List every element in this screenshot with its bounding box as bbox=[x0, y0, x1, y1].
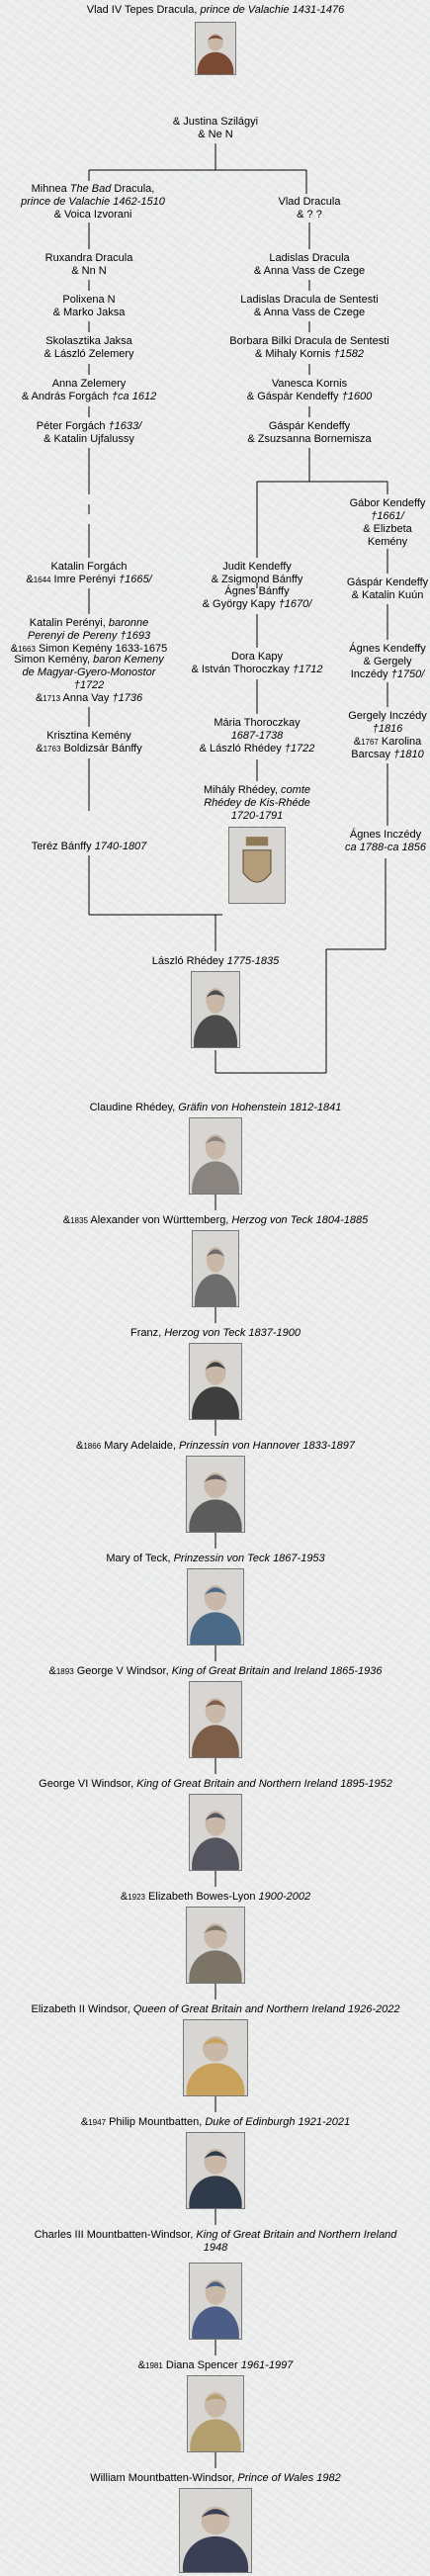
portrait-diana bbox=[187, 2375, 244, 2452]
text-segment: Queen of Great Britain and Northern Ireland 1926-2022 bbox=[132, 2003, 400, 2015]
person-text-line bbox=[183, 585, 331, 598]
person-agnes-banffy bbox=[183, 585, 331, 611]
text-segment: & Anna Vass de Czege bbox=[253, 265, 366, 277]
person-text-line bbox=[8, 1553, 423, 1565]
text-segment: & László Zelemery bbox=[43, 348, 134, 360]
person-text-line bbox=[183, 664, 331, 676]
person-katalin-forgach bbox=[5, 561, 173, 586]
text-segment: Gáspár Kendeffy bbox=[268, 420, 351, 432]
person-text-line bbox=[5, 574, 173, 586]
text-segment: & bbox=[353, 736, 362, 748]
person-text-line bbox=[107, 116, 324, 129]
portrait-vlad4 bbox=[195, 22, 236, 75]
text-segment: Karolina bbox=[378, 736, 422, 748]
person-anna-zelemery bbox=[0, 378, 183, 403]
text-segment: Gáspár Kendeffy bbox=[346, 577, 429, 588]
person-text-line bbox=[15, 335, 163, 348]
person-text-line bbox=[343, 656, 430, 668]
text-segment: †1633/ bbox=[108, 420, 142, 432]
person-text-line bbox=[183, 743, 331, 755]
person-text-line bbox=[343, 577, 430, 589]
person-william bbox=[8, 2472, 423, 2485]
text-segment: Dracula, bbox=[111, 183, 155, 195]
text-segment: Elizabeth Bowes-Lyon bbox=[144, 1891, 259, 1903]
text-segment: & Katalin Kuún bbox=[351, 589, 424, 601]
text-segment: †1712 bbox=[292, 664, 323, 675]
person-ladislas1 bbox=[220, 252, 398, 278]
text-segment: Perenyi de Pereny †1693 bbox=[27, 630, 151, 642]
text-segment: baron Kemeny bbox=[93, 654, 164, 666]
person-text-line bbox=[8, 2242, 423, 2255]
portrait-george5 bbox=[189, 1681, 242, 1758]
text-segment: & Nn N bbox=[71, 265, 107, 277]
text-segment: Ágnes Kendeffy bbox=[349, 643, 426, 655]
text-segment: 1947 bbox=[88, 2118, 107, 2127]
text-segment: 1720-1791 bbox=[230, 810, 284, 822]
person-gabor-kendeffy bbox=[343, 497, 430, 549]
person-text-line bbox=[206, 294, 413, 307]
person-maria-thoroczkay bbox=[183, 717, 331, 755]
text-segment: Péter Forgách bbox=[36, 420, 109, 432]
person-text-line bbox=[341, 736, 430, 749]
person-text-line bbox=[206, 307, 413, 319]
text-segment: Kemény bbox=[367, 536, 408, 548]
text-segment: Vanesca Kornis bbox=[271, 378, 348, 390]
portrait-alexander bbox=[192, 1230, 239, 1307]
person-text-line bbox=[235, 209, 384, 222]
person-judit bbox=[188, 561, 326, 586]
text-segment: Teréz Bánffy bbox=[31, 841, 95, 852]
text-segment: Borbara Bilki Dracula de Sentesti bbox=[229, 335, 389, 347]
person-gaspar-kendeffy bbox=[211, 420, 408, 446]
text-segment: & bbox=[48, 1665, 56, 1677]
person-diana bbox=[8, 2359, 423, 2372]
person-text-line bbox=[5, 679, 173, 692]
person-text-line bbox=[8, 2229, 423, 2242]
person-text-line bbox=[331, 842, 430, 854]
text-segment: William Mountbatten-Windsor, bbox=[90, 2472, 238, 2484]
text-segment: & Gáspár Kendeffy bbox=[246, 391, 342, 402]
text-segment: Anna Zelemery bbox=[51, 378, 127, 390]
text-segment: King of Great Britain and Northern Ireland bbox=[196, 2229, 397, 2241]
person-text-line bbox=[0, 378, 183, 391]
text-segment: Mihnea bbox=[31, 183, 70, 195]
text-segment: †1750/ bbox=[390, 668, 425, 680]
text-segment: Dora Kapy bbox=[231, 651, 283, 663]
person-text-line bbox=[15, 294, 163, 307]
person-mary-adelaide bbox=[8, 1440, 423, 1453]
person-text-line bbox=[107, 955, 324, 968]
text-segment: Inczédy bbox=[350, 668, 391, 680]
text-segment: 1740-1807 bbox=[94, 841, 147, 852]
text-segment: Anna Vay bbox=[60, 692, 113, 704]
person-text-line bbox=[341, 723, 430, 736]
person-borbara bbox=[196, 335, 423, 361]
text-segment: Ágnes Bánffy bbox=[224, 585, 290, 597]
text-segment: Ruxandra Dracula bbox=[44, 252, 133, 264]
text-segment: & Zsuzsanna Bornemisza bbox=[247, 433, 372, 445]
person-philip bbox=[8, 2116, 423, 2129]
person-text-line bbox=[8, 1102, 423, 1114]
person-mary-of-teck bbox=[8, 1553, 423, 1565]
text-segment: 1981 bbox=[145, 2361, 163, 2370]
text-segment: †ca 1612 bbox=[111, 391, 157, 402]
portrait-mihaly-rhedey bbox=[228, 827, 286, 904]
text-segment: Simon Kemény 1633-1675 bbox=[35, 643, 168, 655]
person-text-line bbox=[188, 561, 326, 574]
person-simon-kemeny bbox=[5, 654, 173, 705]
text-segment: †1722 bbox=[73, 679, 105, 691]
person-text-line bbox=[0, 183, 187, 196]
person-text-line bbox=[5, 666, 173, 679]
person-skolasztika bbox=[15, 335, 163, 361]
person-text-line bbox=[8, 2472, 423, 2485]
person-text-line bbox=[220, 265, 398, 278]
person-text-line bbox=[343, 497, 430, 510]
person-text-line bbox=[343, 510, 430, 523]
text-segment: & Mihaly Kornis bbox=[254, 348, 334, 360]
person-mihnea bbox=[0, 183, 187, 222]
person-peter-forgach bbox=[15, 420, 163, 446]
portrait-charles3 bbox=[189, 2263, 242, 2340]
text-segment: Gräfin von Hohenstein 1812-1841 bbox=[178, 1102, 342, 1113]
text-segment: †1810 bbox=[393, 749, 424, 760]
text-segment: Diana Spencer bbox=[162, 2359, 241, 2371]
person-text-line bbox=[15, 420, 163, 433]
text-segment: de Magyar-Gyero-Monostor bbox=[22, 666, 156, 678]
person-laszlo-rhedey bbox=[107, 955, 324, 968]
person-text-line bbox=[8, 1891, 423, 1904]
person-text-line bbox=[196, 335, 423, 348]
person-charles3 bbox=[8, 2229, 423, 2255]
text-segment: †1670/ bbox=[278, 598, 312, 610]
text-segment: †1816 bbox=[372, 723, 403, 735]
text-segment: baronne bbox=[108, 617, 149, 629]
portrait-mary-adelaide bbox=[186, 1456, 245, 1533]
text-segment: Mihály Rhédey, bbox=[203, 784, 282, 796]
person-text-line bbox=[220, 252, 398, 265]
text-segment: Ladislas Dracula de Sentesti bbox=[240, 294, 379, 306]
person-text-line bbox=[8, 1665, 423, 1678]
person-text-line bbox=[343, 668, 430, 681]
text-segment: 1835 bbox=[70, 1216, 88, 1225]
text-segment: & László Rhédey bbox=[199, 743, 285, 755]
person-text-line bbox=[15, 348, 163, 361]
text-segment: Mária Thoroczkay bbox=[214, 717, 301, 729]
text-segment: 1900-2002 bbox=[258, 1891, 311, 1903]
text-segment: prince de Valachie 1462-1510 bbox=[21, 196, 165, 208]
person-terez-banffy bbox=[10, 841, 168, 853]
text-segment: prince de Valachie 1431-1476 bbox=[200, 4, 345, 16]
text-segment: 1948 bbox=[203, 2242, 228, 2254]
person-katalin-perenyi bbox=[5, 617, 173, 656]
person-krisztina bbox=[10, 730, 168, 755]
text-segment: Barcsay bbox=[351, 749, 394, 760]
text-segment: 1866 bbox=[83, 1442, 102, 1451]
person-text-line bbox=[343, 536, 430, 549]
text-segment: Prince of Wales 1982 bbox=[237, 2472, 341, 2484]
text-segment: & bbox=[80, 2116, 89, 2128]
text-segment: 1775-1835 bbox=[226, 955, 280, 967]
person-george6 bbox=[8, 1778, 423, 1791]
text-segment: 1923 bbox=[128, 1893, 145, 1902]
person-claudine bbox=[8, 1102, 423, 1114]
text-segment: & bbox=[26, 574, 34, 585]
person-vlad4 bbox=[67, 4, 364, 17]
person-text-line bbox=[15, 252, 163, 265]
text-segment: & Gergely bbox=[363, 656, 412, 667]
text-segment: Rhédey de Kis-Rhéde bbox=[204, 797, 310, 809]
person-text-line bbox=[107, 129, 324, 141]
person-text-line bbox=[178, 784, 336, 797]
text-segment: Skolasztika Jaksa bbox=[45, 335, 132, 347]
text-segment: Philip Mountbatten, bbox=[106, 2116, 206, 2128]
portrait-elizabeth-bl bbox=[186, 1907, 245, 1984]
text-segment: & bbox=[137, 2359, 146, 2371]
person-agnes-kendeffy bbox=[343, 643, 430, 681]
text-segment: 1687-1738 bbox=[230, 730, 284, 742]
person-text-line bbox=[8, 1440, 423, 1453]
text-segment: 1663 bbox=[18, 645, 36, 654]
person-polixena bbox=[15, 294, 163, 319]
text-segment: Franz, bbox=[129, 1327, 165, 1339]
text-segment: †1582 bbox=[333, 348, 365, 360]
portrait-philip bbox=[186, 2132, 245, 2209]
portrait-william bbox=[179, 2488, 252, 2573]
person-text-line bbox=[0, 391, 183, 403]
text-segment: 1961-1997 bbox=[240, 2359, 294, 2371]
text-segment: & bbox=[35, 692, 43, 704]
text-segment: Gábor Kendeffy bbox=[349, 497, 426, 509]
text-segment: 1767 bbox=[361, 738, 379, 747]
person-text-line bbox=[178, 797, 336, 810]
text-segment: George V Windsor, bbox=[73, 1665, 172, 1677]
person-ruxandra bbox=[15, 252, 163, 278]
text-segment: Polixena N bbox=[62, 294, 116, 306]
person-text-line bbox=[8, 2116, 423, 2129]
text-segment: Herzog von Teck 1804-1885 bbox=[231, 1214, 369, 1226]
person-text-line bbox=[10, 730, 168, 743]
text-segment: Prinzessin von Teck 1867-1953 bbox=[173, 1553, 325, 1564]
text-segment: Imre Perényi bbox=[50, 574, 119, 585]
text-segment: & bbox=[62, 1214, 71, 1226]
text-segment: †1661/ bbox=[371, 510, 404, 522]
text-segment: Alexander von Württemberg, bbox=[87, 1214, 232, 1226]
person-mihaly-rhedey bbox=[178, 784, 336, 823]
text-segment: & bbox=[120, 1891, 129, 1903]
text-segment: Prinzessin von Hannover 1833-1897 bbox=[179, 1440, 355, 1452]
text-segment: Gergely Inczédy bbox=[348, 710, 427, 722]
text-segment: & Marko Jaksa bbox=[52, 307, 126, 318]
text-segment: 1763 bbox=[43, 745, 61, 754]
person-text-line bbox=[5, 654, 173, 666]
person-agnes-inczedy bbox=[331, 829, 430, 854]
text-segment: Duke of Edinburgh 1921-2021 bbox=[205, 2116, 351, 2128]
portrait-franz bbox=[189, 1343, 242, 1420]
person-gergely-inczedy bbox=[341, 710, 430, 761]
text-segment: Claudine Rhédey, bbox=[89, 1102, 179, 1113]
person-dora-kapy bbox=[183, 651, 331, 676]
person-text-line bbox=[8, 2003, 423, 2016]
person-text-line bbox=[8, 2359, 423, 2372]
text-segment: Boldizsár Bánffy bbox=[60, 743, 142, 755]
person-vanesca bbox=[211, 378, 408, 403]
text-segment: & Katalin Ujfalussy bbox=[43, 433, 134, 445]
person-text-line bbox=[211, 420, 408, 433]
portrait-laszlo-rhedey bbox=[191, 971, 240, 1048]
text-segment: Herzog von Teck 1837-1900 bbox=[164, 1327, 301, 1339]
text-segment: comte bbox=[281, 784, 311, 796]
person-text-line bbox=[15, 433, 163, 446]
person-text-line bbox=[341, 749, 430, 761]
portrait-elizabeth2 bbox=[183, 2019, 248, 2096]
text-segment: Katalin Forgách bbox=[50, 561, 128, 573]
person-text-line bbox=[0, 209, 187, 222]
person-text-line bbox=[5, 561, 173, 574]
text-segment: & Anna Vass de Czege bbox=[253, 307, 366, 318]
text-segment: & bbox=[36, 743, 43, 755]
text-segment: Krisztina Kemény bbox=[46, 730, 131, 742]
text-segment: The Bad bbox=[69, 183, 112, 195]
person-text-line bbox=[15, 265, 163, 278]
portrait-mary-of-teck bbox=[187, 1568, 244, 1645]
portrait-george6 bbox=[189, 1794, 242, 1871]
text-segment: & Justina Szilágyi bbox=[172, 116, 259, 128]
person-text-line bbox=[341, 710, 430, 723]
person-text-line bbox=[211, 433, 408, 446]
person-text-line bbox=[343, 523, 430, 536]
text-segment: Ágnes Inczédy bbox=[349, 829, 422, 841]
person-elizabeth-bl bbox=[8, 1891, 423, 1904]
text-segment: 1893 bbox=[55, 1667, 74, 1676]
text-segment: †1722 bbox=[284, 743, 315, 755]
text-segment: King of Great Britain and Ireland 1865-1936 bbox=[171, 1665, 383, 1677]
person-elizabeth2 bbox=[8, 2003, 423, 2016]
person-vlad-dracula bbox=[235, 196, 384, 222]
person-text-line bbox=[10, 743, 168, 755]
text-segment: & Zsigmond Bánffy bbox=[211, 574, 303, 585]
text-segment: Charles III Mountbatten-Windsor, bbox=[34, 2229, 197, 2241]
person-text-line bbox=[211, 378, 408, 391]
text-segment: & Elizbeta bbox=[363, 523, 412, 535]
text-segment: Katalin Perényi, bbox=[29, 617, 109, 629]
person-ladislas2 bbox=[206, 294, 413, 319]
person-vlad4-spouses bbox=[107, 116, 324, 141]
person-text-line bbox=[178, 810, 336, 823]
person-text-line bbox=[183, 717, 331, 730]
text-segment: Simon Kemény, bbox=[14, 654, 94, 666]
text-segment: & Ne N bbox=[198, 129, 233, 140]
text-segment: Mary Adelaide, bbox=[101, 1440, 180, 1452]
text-segment: †1736 bbox=[112, 692, 143, 704]
person-text-line bbox=[235, 196, 384, 209]
person-text-line bbox=[8, 1214, 423, 1227]
person-franz bbox=[8, 1327, 423, 1340]
text-segment: 1644 bbox=[33, 576, 51, 584]
person-text-line bbox=[5, 617, 173, 630]
text-segment: & bbox=[10, 643, 19, 655]
person-text-line bbox=[196, 348, 423, 361]
person-text-line bbox=[343, 643, 430, 656]
text-segment: 1713 bbox=[43, 694, 61, 703]
text-segment: Elizabeth II Windsor, bbox=[31, 2003, 133, 2015]
text-segment: Vlad IV Tepes Dracula, bbox=[86, 4, 201, 16]
text-segment: †1665/ bbox=[118, 574, 152, 585]
text-segment: Judit Kendeffy bbox=[222, 561, 292, 573]
person-text-line bbox=[331, 829, 430, 842]
person-text-line bbox=[10, 841, 168, 853]
text-segment: Ladislas Dracula bbox=[269, 252, 350, 264]
portrait-claudine bbox=[189, 1117, 242, 1195]
person-george5 bbox=[8, 1665, 423, 1678]
person-text-line bbox=[0, 196, 187, 209]
text-segment: László Rhédey bbox=[151, 955, 227, 967]
person-text-line bbox=[183, 598, 331, 611]
text-segment: & ? ? bbox=[297, 209, 322, 221]
person-text-line bbox=[5, 630, 173, 643]
text-segment: Vlad Dracula bbox=[278, 196, 341, 208]
person-text-line bbox=[8, 1778, 423, 1791]
text-segment: & Voica Izvorani bbox=[53, 209, 132, 221]
person-alexander bbox=[8, 1214, 423, 1227]
person-text-line bbox=[5, 692, 173, 705]
person-text-line bbox=[183, 730, 331, 743]
person-text-line bbox=[15, 307, 163, 319]
person-text-line bbox=[8, 1327, 423, 1340]
text-segment: George VI Windsor, bbox=[39, 1778, 137, 1790]
text-segment: ca 1788-ca 1856 bbox=[345, 842, 426, 853]
person-text-line bbox=[183, 651, 331, 664]
person-text-line bbox=[343, 589, 430, 602]
person-text-line bbox=[211, 391, 408, 403]
text-segment: †1600 bbox=[341, 391, 373, 402]
text-segment: & György Kapy bbox=[202, 598, 279, 610]
text-segment: & István Thoroczkay bbox=[191, 664, 293, 675]
text-segment: & bbox=[76, 1440, 84, 1452]
person-gaspar-k2 bbox=[343, 577, 430, 602]
person-text-line bbox=[67, 4, 364, 17]
text-segment: King of Great Britain and Northern Ireland 1895-1952 bbox=[136, 1778, 392, 1790]
text-segment: Mary of Teck, bbox=[106, 1553, 174, 1564]
text-segment: & András Forgách bbox=[21, 391, 112, 402]
